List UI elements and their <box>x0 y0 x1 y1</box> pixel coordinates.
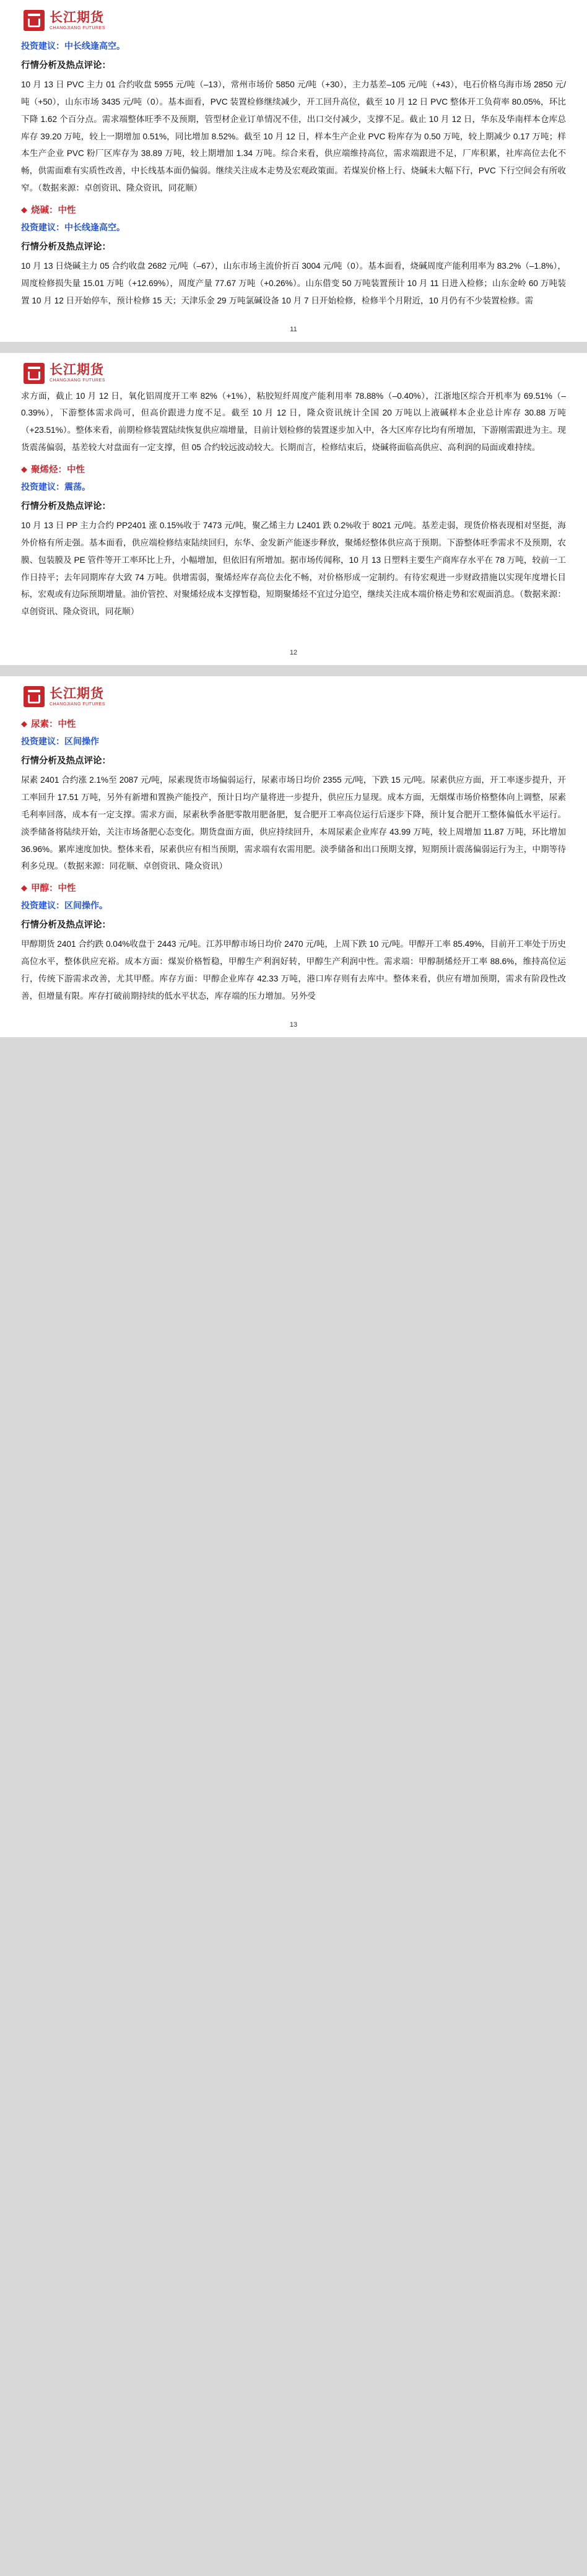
section-header-polypropylene <box>21 463 566 476</box>
section-header-caustic-soda <box>21 203 566 216</box>
diamond-icon: ◆ <box>21 883 27 893</box>
page-number-12: 12 <box>289 649 298 657</box>
brand-logo <box>21 685 566 711</box>
section-title-caustic-soda: 烧碱：中性 <box>31 206 76 216</box>
brand-name-en: CHANGJIANG FUTURES <box>50 702 105 707</box>
diamond-icon: ◆ <box>21 205 27 215</box>
paragraph-methanol: 甲醇期货 2401 合约跌 0.04%收盘于 2443 元/吨。江苏甲醇市场日均价 2470 元/吨，上周下跌 10 元/吨。甲醇开工率 85.49%，目前开工率处于历史高位水平，整体供应充裕。成本方面：煤炭价格暂稳，甲醇生产利润好转，甲醇生产利润中性。需求端：甲醇制烯烃开工率 88.6%，维持高位运行，传统下游需求改善，尤其甲醛。库存方面：甲醇企业库存 42.33 万吨，港口库存则有去库中。整体来看，供应有增加预期，需求有阶段性改善，但增量有限。库存打破前期持续的低水平状态，库存端的压力增加。另外受 <box>21 939 566 1001</box>
analysis-heading-polypropylene: 行情分析及热点评论： <box>21 502 111 512</box>
brand-name-cn: 长江期货 <box>50 685 104 701</box>
analysis-heading-urea: 行情分析及热点评论： <box>21 756 111 767</box>
diamond-icon: ◆ <box>21 719 27 729</box>
logo-mark-icon <box>24 363 45 384</box>
logo-text <box>50 363 105 383</box>
paragraph-pvc: 10 月 13 日 PVC 主力 01 合约收盘 5955 元/吨（–13），常州市场价 5850 元/吨（+30），主力基差–105 元/吨（+43），电石价格乌海市场 2850 元/吨（+50），山东市场 3435 元/吨（0）。基本面看，PVC 装置检修继续减少，开工回升高位，截至 10 月 12 日 PVC 整体开工负荷率 80.05%，环比下降 1.62 个百分点。需求端整体旺季不及预期，管型材企业订单情况不佳，出口交付减少，支撑不足。截止 10 月 12 日，华东及华南样本仓库总库存 39.20 万吨，较上一期增加 0.51%，同比增加 8.52%。截至 10 月 12 日，样本生产企业 PVC 粉库存为 0.50 万吨，较上期减少 0.17 万吨；样本生产企业 PVC 粉厂区库存为 38.89 万吨，较上期增加 1.34 万吨。综合来看，供应端维持高位，需求端跟进不足，厂库积累，社库高位去化不畅，供需面难有实质性改善，中长线基本面仍偏弱。继续关注成本走势及宏观政策面。若煤炭价格上行、烧碱未大幅下行，PVC 下行空间会有所收窄。（数据来源：卓创资讯、隆众资讯，同花顺） <box>21 80 566 193</box>
logo-text <box>50 11 105 30</box>
paragraph-polypropylene: 10 月 13 日 PP 主力合约 PP2401 涨 0.15%收于 7473 元/吨，聚乙烯主力 L2401 跌 0.2%收于 8021 元/吨。基差走弱，现货价格表现相对坚挺，海外价格有所走强。基本面看，供应端检修结束陆续回归，东华、金发新产能逐步释放，聚烯烃整体供应高于预期。下游整体旺季需求不及预期，农膜、包装膜及 PE 管件等开工率环比上升，小幅增加，但依旧有所增加。据市场传闻称，10 月 13 日塑料主要生产商库存水平在 78 万吨，较前一工作日持平；去年同期库存大致 74 万吨。供增需弱，聚烯烃库存高位去化不畅，对价格形成一定制约。有待宏观进一步财政措施以实现年度增长目标，宏观或有边际预期增量。油价管控、对聚烯烃成本支撑暂稳，短期聚烯烃不宜过分追空，继续关注成本端价格走势和宏观面消息。（数据来源：卓创资讯、隆众资讯，同花顺） <box>21 521 566 617</box>
section-title-polypropylene: 聚烯烃：中性 <box>31 465 85 476</box>
section-title-methanol: 甲醇：中性 <box>31 884 76 894</box>
page-number-11: 11 <box>290 325 297 333</box>
paragraph-caustic-soda-cont: 求方面，截止 10 月 12 日，氧化铝周度开工率 82%（+1%），粘胶短纤周度产能利用率 78.88%（–0.40%），江浙地区综合开机率为 69.51%（–0.39%），下游整体需求尚可，但高价跟进力度不足。截至 10 月 12 日，隆众资讯统计全国 20 万吨以上液碱样本企业总计库存 30.88 万吨（+23.51%）。整体来看，前期检修装置陆续恢复供应端增量，目前计划检修的装置逐步加入中，各大区库存比均有所增加，下游刚需跟进为主。现货震荡偏弱，基差较大对盘面有一定支撑，但 05 合约较远波动较大。长期而言，检修结束后，烧碱将面临高供应、高利润的局面或难持续。 <box>21 391 566 453</box>
page-13 <box>0 676 587 1037</box>
logo-text <box>50 687 105 707</box>
analysis-heading-methanol: 行情分析及热点评论： <box>21 920 111 931</box>
logo-mark-icon <box>24 10 45 31</box>
paragraph-urea: 尿素 2401 合约涨 2.1%至 2087 元/吨，尿素现货市场偏弱运行，尿素市场日均价 2355 元/吨，下跌 15 元/吨。尿素供应方面，开工率逐步提升，开工率回升 17.51 万吨，另外有新增和置换产能投产，预计日均产量将进一步提升，供应压力显现。成本方面，无烟煤市场价格整体向上调整，尿素毛利率回落，成本有一定支撑。需求方面，尿素秋季备肥零散用肥备肥，复合肥开工率高位运行后逐步下降，预计复合肥开工整体偏低水平运行。淡季储备将陆续开始，关注市场备肥心态变化。期货盘面方面，供应持续回升，本周尿素企业库存 43.99 万吨，较上周增加 11.87 万吨，环比增加 36.96%。累库速度加快。整体来看，尿素供应有相当预期，需求端有农需用肥。淡季储备和出口预期支撑，短期预计震荡偏弱运行为主，中期等待利多兑现。（数据来源：同花顺、卓创资讯、隆众资讯） <box>21 775 566 871</box>
analysis-heading-caustic-soda: 行情分析及热点评论： <box>21 242 111 253</box>
brand-name-en: CHANGJIANG FUTURES <box>50 378 105 383</box>
brand-name-cn: 长江期货 <box>50 9 104 25</box>
investment-advice-methanol: 投资建议：区间操作。 <box>21 900 108 911</box>
section-header-urea <box>21 717 566 730</box>
paragraph-caustic-soda: 10 月 13 日烧碱主力 05 合约收盘 2682 元/吨（–67），山东市场主流价折百 3004 元/吨（0）。基本面看，烧碱周度产能利用率为 83.2%（–1.8%），周度检修损失量 15.01 万吨（+12.69%），周度产量 77.67 万吨（+0.26%）。山东借变 50 万吨装置预计 10 月 11 日进入检修；山东金岭 60 万吨装置 10 月 12 日开始停车，预计检修 15 天；天津乐金 29 万吨氯碱设备 10 月 7 日开始检修，检修半个月附近，10 月仍有不少装置检修。需 <box>21 261 566 305</box>
section-header-methanol <box>21 881 566 894</box>
diamond-icon: ◆ <box>21 464 27 474</box>
brand-name-en: CHANGJIANG FUTURES <box>50 25 105 30</box>
analysis-heading-pvc: 行情分析及热点评论： <box>21 61 111 71</box>
investment-advice-urea: 投资建议：区间操作 <box>21 736 99 747</box>
page-12 <box>0 353 587 666</box>
page-number-13: 13 <box>289 1020 298 1029</box>
investment-advice-caustic-soda: 投资建议：中长线逢高空。 <box>21 222 125 233</box>
investment-advice-pvc: 投资建议：中长线逢高空。 <box>21 41 125 51</box>
brand-name-cn: 长江期货 <box>50 362 104 378</box>
page-11 <box>0 0 587 342</box>
section-title-urea: 尿素：中性 <box>31 720 76 730</box>
brand-logo <box>21 9 566 35</box>
logo-mark-icon <box>24 686 45 707</box>
document-container <box>0 0 587 1037</box>
investment-advice-polypropylene: 投资建议：震荡。 <box>21 482 90 492</box>
brand-logo <box>21 362 566 388</box>
